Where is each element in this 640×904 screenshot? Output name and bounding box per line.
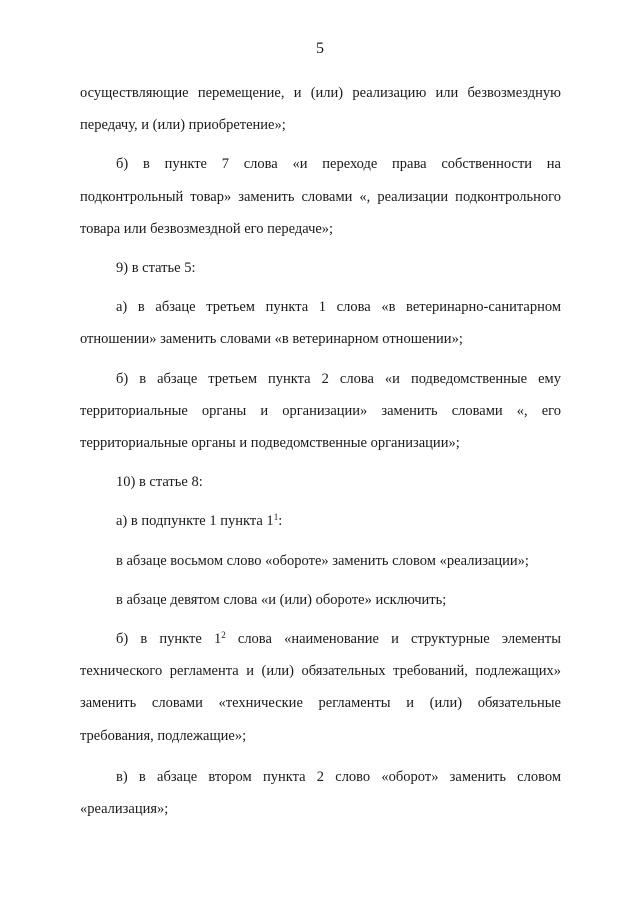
paragraph-item-9b: б) в абзаце третьем пункта 2 слова «и подведомственные ему территориальные органы и организации» заменить словами «, его территориальные органы и подведомственные организации»; [80,370,561,452]
document-body [80,77,561,825]
paragraph-abzac-8: в абзаце восьмом слово «обороте» заменить словом «реализации»; [116,552,529,569]
paragraph-item-10a-text: а) в подпункте 1 пункта 1 [116,513,274,530]
paragraph-abzac-9: в абзаце девятом слова «и (или) обороте» исключить; [116,591,447,608]
paragraph-item-10a [80,505,561,537]
superscript-2: 2 [221,630,226,641]
paragraph-item-b-7: б) в пункте 7 слова «и переходе права собственности на подконтрольный товар» заменить словами «, реализации подконтрольного товара или безвозмездной его передаче»; [80,156,561,237]
paragraph-item-10: 10) в статье 8: [116,474,203,491]
paragraph-item-9a: а) в абзаце третьем пункта 1 слова «в ветеринарно-санитарном отношении» заменить словами «в ветеринарном отношении»; [80,299,561,348]
paragraph-item-10b [80,623,561,752]
page-number: 5 [316,40,324,57]
paragraph-item-9: 9) в статье 5: [116,260,196,277]
paragraph-item-10a-tail: : [278,513,283,530]
paragraph-continuation: осуществляющие перемещение, и (или) реализацию или безвозмездную передачу, и (или) приобретение»; [80,85,561,134]
paragraph-item-10b-text: б) в пункте 1 [116,631,222,648]
paragraph-item-10v: в) в абзаце втором пункта 2 слово «оборот» заменить словом «реализация»; [80,768,561,818]
superscript-1: 1 [273,512,279,523]
paragraph-item-10b-tail: слова «наименование и структурные элементы технического регламента и (или) обязательных требований, подлежащих» заменить словами «технические регламенты и (или) обязательные требования, подлежащие»; [80,631,561,744]
